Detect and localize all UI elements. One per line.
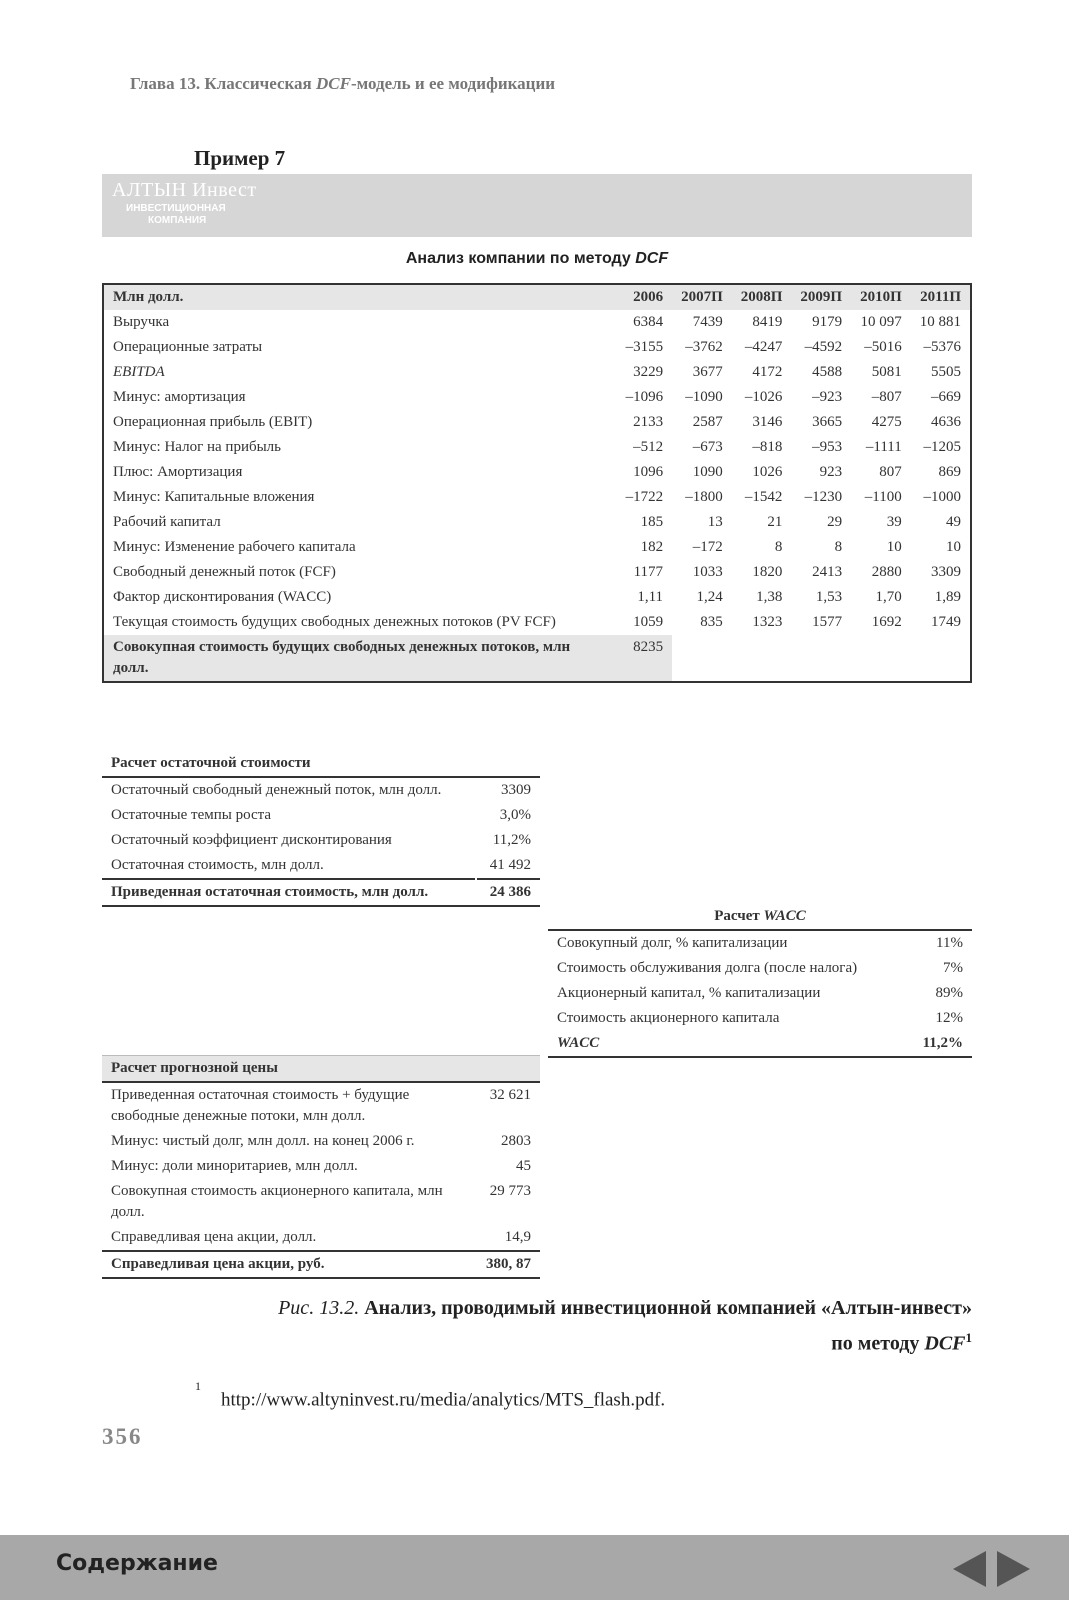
footnote — [195, 1379, 666, 1411]
residual-total-value: 24 386 — [476, 879, 540, 906]
dcf-header-year: 2010П — [851, 284, 911, 310]
dcf-cell-value: –5376 — [923, 339, 961, 355]
dcf-header-year: 2011П — [911, 284, 971, 310]
dcf-cell-value: –4592 — [804, 339, 843, 355]
dcf-header-units: Млн долл. — [103, 284, 617, 310]
dcf-cell-value: –512 — [633, 439, 664, 455]
price-total-label: Справедливая цена акции, руб. — [102, 1251, 477, 1278]
dcf-row-label: Свободный денежный поток (FCF) — [113, 564, 336, 580]
target-price-table — [102, 1055, 540, 1279]
dcf-cell-value: 182 — [640, 539, 664, 555]
residual-value: 3,0% — [476, 803, 540, 828]
dcf-table-row — [103, 460, 971, 485]
wacc-total-row — [548, 1031, 972, 1057]
dcf-cell-value: 10 097 — [860, 314, 902, 330]
dcf-table-row — [103, 485, 971, 510]
dcf-cell-value: 2880 — [871, 564, 902, 580]
dcf-cell-value: 4588 — [812, 364, 843, 380]
residual-title-row — [102, 751, 540, 777]
wacc-value: 89% — [935, 985, 963, 1001]
dcf-total-row — [103, 635, 971, 682]
dcf-cell-value: –3155 — [625, 339, 664, 355]
dcf-table-row — [103, 310, 971, 335]
dcf-table-row — [103, 410, 971, 435]
dcf-cell-value: 1026 — [752, 464, 783, 480]
dcf-cell-value: –1090 — [685, 389, 723, 405]
price-row — [102, 1225, 540, 1251]
residual-row — [102, 777, 540, 803]
dcf-row-label: EBITDA — [113, 364, 165, 380]
price-title-row — [102, 1056, 540, 1083]
dcf-cell-value: –5016 — [864, 339, 902, 355]
price-total-value: 380, 87 — [477, 1251, 540, 1278]
dcf-header-year: 2006 — [617, 284, 673, 310]
dcf-cell-value: –1111 — [865, 439, 902, 455]
dcf-table-header-row — [103, 284, 971, 310]
dcf-cell-value: 13 — [707, 514, 723, 530]
price-label: Минус: чистый долг, млн долл. на конец 2006 г. — [111, 1133, 415, 1149]
dcf-cell-value: 1090 — [692, 464, 723, 480]
dcf-analysis-title: Анализ компании по методу DCF — [405, 250, 669, 267]
dcf-table-row — [103, 335, 971, 360]
residual-row — [102, 803, 540, 828]
residual-label: Остаточный коэффициент дисконтирования — [111, 832, 392, 848]
dcf-cell-value: 10 881 — [919, 314, 961, 330]
dcf-row-label: Минус: Изменение рабочего капитала — [113, 539, 356, 555]
running-header: Глава 13. Классическая DCF-модель и ее модификации — [130, 74, 556, 93]
dcf-cell-value: 923 — [819, 464, 843, 480]
price-value: 14,9 — [504, 1229, 531, 1245]
dcf-header-year: 2009П — [791, 284, 851, 310]
dcf-cell-value: 1,53 — [815, 589, 843, 605]
dcf-cell-value: 1177 — [633, 564, 664, 580]
dcf-row-label: Минус: амортизация — [113, 389, 246, 405]
dcf-cell-value: 1820 — [752, 564, 783, 580]
price-value: 29 773 — [489, 1183, 531, 1199]
residual-value: 11,2% — [476, 828, 540, 853]
dcf-row-label: Операционная прибыль (EBIT) — [113, 414, 313, 430]
dcf-cell-value: –923 — [812, 389, 843, 405]
dcf-table-row — [103, 385, 971, 410]
dcf-cell-value: –1026 — [744, 389, 783, 405]
dcf-cell-value: 1577 — [812, 614, 843, 630]
dcf-cell-value: 49 — [946, 514, 961, 530]
wacc-label: Акционерный капитал, % капитализации — [557, 985, 821, 1001]
dcf-cell-value: –1722 — [625, 489, 664, 505]
residual-label: Остаточные темпы роста — [111, 807, 272, 823]
wacc-row — [548, 956, 972, 981]
dcf-cell-value: –1542 — [744, 489, 783, 505]
dcf-row-label: Фактор дисконтирования (WACC) — [113, 589, 332, 605]
dcf-row-label: Выручка — [113, 314, 170, 330]
dcf-cell-value: 6384 — [633, 314, 664, 330]
price-row — [102, 1154, 540, 1179]
dcf-total-label: Совокупная стоимость будущих свободных денежных потоков, млн долл. — [103, 635, 617, 682]
wacc-label: Стоимость акционерного капитала — [557, 1010, 780, 1026]
dcf-cell-value: –1000 — [923, 489, 961, 505]
dcf-cell-value: 8419 — [752, 314, 783, 330]
wacc-table — [548, 904, 972, 1058]
dcf-cell-value: 29 — [827, 514, 843, 530]
dcf-cell-value: –172 — [692, 539, 723, 555]
dcf-table-row — [103, 560, 971, 585]
dcf-cell-value: 185 — [640, 514, 664, 530]
price-row — [102, 1179, 540, 1225]
price-row — [102, 1082, 540, 1129]
wacc-title-italic: WACC — [763, 908, 806, 924]
dcf-cell-value: 21 — [767, 514, 783, 530]
dcf-row-label: Минус: Капитальные вложения — [113, 489, 315, 505]
dcf-cell-value: 9179 — [812, 314, 843, 330]
footnote-url: http://www.altyninvest.ru/media/analytics/MTS_flash.pdf. — [221, 1389, 666, 1411]
dcf-cell-value: 3309 — [931, 564, 961, 580]
dcf-row-label: Операционные затраты — [113, 339, 263, 355]
dcf-cell-value: 1,89 — [934, 589, 961, 605]
dcf-cell-value: 39 — [886, 514, 902, 530]
figure-caption: Рис. 13.2. Анализ, проводимый инвестиционной компанией «Алтын-инвест» по методу DCF$^1$ — [278, 1297, 972, 1355]
bottom-navigation-bar — [0, 1535, 1069, 1600]
dcf-table-row — [103, 585, 971, 610]
dcf-cell-value: 3146 — [752, 414, 783, 430]
dcf-cell-value: 2413 — [812, 564, 843, 580]
page-number: 356 — [102, 1424, 143, 1449]
dcf-header-year: 2008П — [732, 284, 792, 310]
price-label: Совокупная стоимость акционерного капитала, млн долл. — [111, 1183, 443, 1220]
wacc-title-row — [548, 904, 972, 930]
residual-value: 41 492 — [476, 853, 540, 879]
dcf-cell-value: –807 — [871, 389, 902, 405]
wacc-value: 12% — [935, 1010, 963, 1026]
dcf-cell-value: 8 — [834, 539, 843, 555]
wacc-label: Совокупный долг, % капитализации — [557, 935, 788, 951]
dcf-cell-value: 3665 — [812, 414, 843, 430]
dcf-cell-value: –1205 — [923, 439, 961, 455]
dcf-cell-value: 807 — [879, 464, 902, 480]
residual-value: 3309 — [476, 777, 540, 803]
dcf-table — [102, 283, 972, 683]
dcf-cell-value: –3762 — [685, 339, 723, 355]
dcf-cell-value: 1,24 — [696, 589, 723, 605]
dcf-cell-value: 1323 — [752, 614, 783, 630]
dcf-cell-value: –1230 — [804, 489, 843, 505]
figure-number: Рис. 13.2. — [278, 1297, 360, 1319]
residual-title: Расчет остаточной стоимости — [102, 751, 540, 777]
price-label: Минус: доли миноритариев, млн долл. — [111, 1158, 358, 1174]
price-value: 32 621 — [489, 1087, 531, 1103]
dcf-row-label: Текущая стоимость будущих свободных денежных потоков (PV FCF) — [113, 614, 556, 630]
wacc-title — [548, 904, 972, 930]
wacc-value: 11% — [936, 935, 963, 951]
dcf-cell-value: 3229 — [633, 364, 664, 380]
dcf-cell-value: 10 — [946, 539, 961, 555]
price-title: Расчет прогнозной цены — [102, 1056, 540, 1083]
dcf-cell-value: 5505 — [931, 364, 961, 380]
residual-label: Остаточная стоимость, млн долл. — [111, 857, 324, 873]
dcf-cell-value: 3677 — [692, 364, 723, 380]
dcf-total-empty — [672, 635, 971, 682]
dcf-cell-value: –818 — [752, 439, 783, 455]
dcf-cell-value: –669 — [931, 389, 961, 405]
dcf-cell-value: 5081 — [871, 364, 902, 380]
dcf-cell-value: –953 — [812, 439, 843, 455]
dcf-row-label: Рабочий капитал — [113, 514, 221, 530]
dcf-cell-value: 835 — [700, 614, 723, 630]
wacc-row — [548, 981, 972, 1006]
residual-row — [102, 853, 540, 879]
residual-total-row — [102, 879, 540, 906]
dcf-cell-value: 869 — [938, 464, 961, 480]
dcf-table-row — [103, 535, 971, 560]
dcf-cell-value: 1,11 — [637, 589, 664, 605]
dcf-cell-value: 1692 — [871, 614, 902, 630]
residual-value-table — [102, 751, 540, 907]
logo-subtitle-1: ИНВЕСТИЦИОННАЯ — [126, 203, 226, 214]
residual-row — [102, 828, 540, 853]
dcf-cell-value: 1059 — [633, 614, 664, 630]
dcf-cell-value: 1,38 — [756, 589, 783, 605]
dcf-cell-value: –673 — [692, 439, 723, 455]
dcf-cell-value: 4275 — [871, 414, 902, 430]
dcf-cell-value: 1033 — [692, 564, 723, 580]
previous-page-icon[interactable] — [953, 1551, 986, 1587]
dcf-header-year: 2007П — [672, 284, 732, 310]
dcf-cell-value: –4247 — [744, 339, 783, 355]
dcf-table-row — [103, 510, 971, 535]
wacc-value: 7% — [943, 960, 963, 976]
dcf-table-row — [103, 610, 971, 635]
wacc-title-prefix: Расчет — [714, 908, 764, 924]
wacc-row — [548, 1006, 972, 1031]
dcf-cell-value: 2133 — [633, 414, 664, 430]
dcf-cell-value: –1100 — [864, 489, 902, 505]
company-logo-band — [102, 174, 972, 237]
dcf-row-label: Минус: Налог на прибыль — [113, 439, 282, 455]
dcf-cell-value: 4172 — [752, 364, 783, 380]
dcf-cell-value: 10 — [886, 539, 902, 555]
wacc-label: Стоимость обслуживания долга (после налога) — [557, 960, 858, 976]
price-label: Справедливая цена акции, долл. — [111, 1229, 317, 1245]
dcf-cell-value: 1749 — [931, 614, 961, 630]
wacc-total-label: WACC — [548, 1031, 906, 1057]
dcf-cell-value: –1800 — [685, 489, 723, 505]
residual-total-label: Приведенная остаточная стоимость, млн долл. — [102, 879, 476, 906]
dcf-cell-value: 4636 — [931, 414, 961, 430]
dcf-table-row — [103, 360, 971, 385]
next-page-icon[interactable] — [997, 1551, 1030, 1587]
wacc-total-value: 11,2% — [906, 1031, 972, 1057]
dcf-cell-value: 1096 — [633, 464, 664, 480]
logo-name: АЛТЫН Инвест — [112, 179, 257, 201]
price-value: 45 — [516, 1158, 531, 1174]
dcf-table-row — [103, 435, 971, 460]
dcf-cell-value: 8 — [774, 539, 783, 555]
residual-label: Остаточный свободный денежный поток, млн долл. — [111, 782, 442, 798]
logo-subtitle-2: КОМПАНИЯ — [148, 215, 207, 226]
price-total-row — [102, 1251, 540, 1278]
dcf-cell-value: –1096 — [625, 389, 664, 405]
dcf-total-value: 8235 — [617, 635, 673, 682]
dcf-row-label: Плюс: Амортизация — [113, 464, 243, 480]
example-title: Пример 7 — [194, 146, 286, 170]
dcf-cell-value: 7439 — [692, 314, 723, 330]
dcf-cell-value: 2587 — [692, 414, 723, 430]
price-row — [102, 1129, 540, 1154]
dcf-cell-value: 1,70 — [875, 589, 902, 605]
price-label: Приведенная остаточная стоимость + будущие свободные денежные потоки, млн долл. — [111, 1087, 410, 1124]
price-value: 2803 — [501, 1133, 531, 1149]
contents-link[interactable]: Содержание — [56, 1551, 218, 1576]
footnote-mark: 1 — [195, 1379, 201, 1393]
wacc-row — [548, 930, 972, 956]
